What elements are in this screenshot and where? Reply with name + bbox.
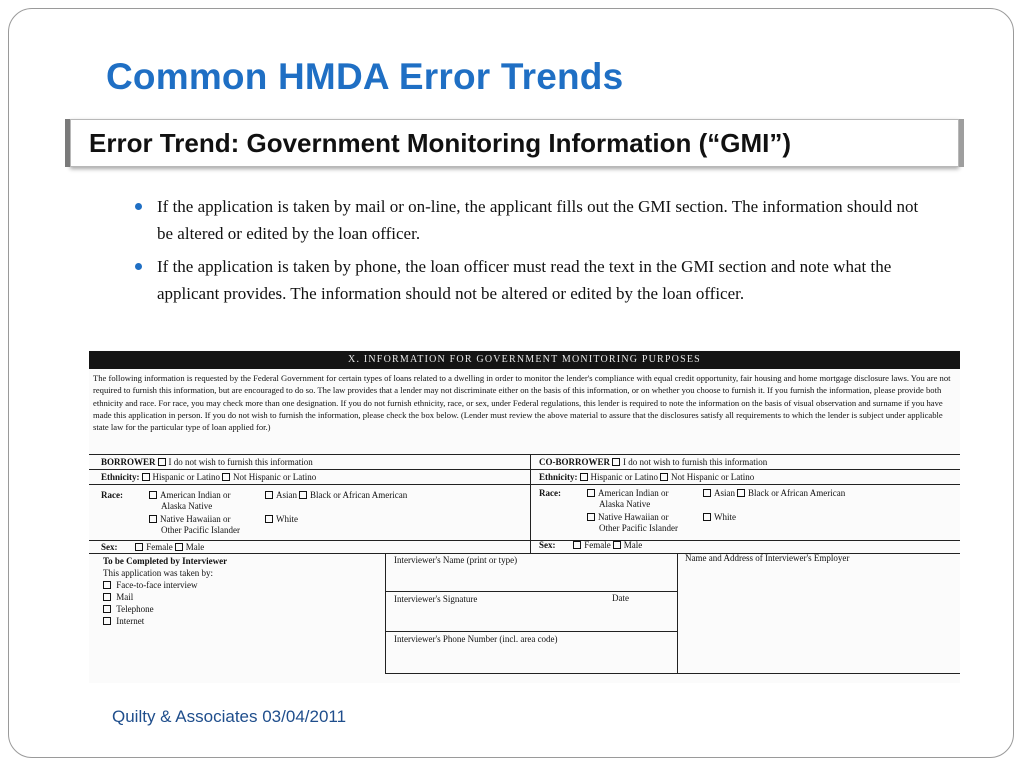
form-rule (385, 553, 386, 673)
interviewer-name-label: Interviewer's Name (print or type) (394, 555, 518, 565)
checkbox-icon (142, 473, 150, 481)
bullet-text: If the application is taken by phone, the loan officer must read the text in the GMI section and note what the applicant provides. The information should not be altered or edited by the loan officer. (157, 257, 892, 303)
footer-text: Quilty & Associates 03/04/2011 (112, 707, 347, 726)
form-intro-text: The following information is requested by the Federal Government for certain types of loans related to a dwelling in order to monitor the lender's compliance with equal credit opportunity, fair housing and home mortgage disclosure laws. You are not required to furnish this information, but are encouraged to do so. The law provides that a lender may not discriminate either on the basis of this information, or on whether you choose to furnish it. If you furnish the information, please provide both ethnicity and race. For race, you may check more than one designation. If you do not furnish ethnicity, race, or sex, under Federal regulations, this lender is required to note the information on the basis of visual observation and surname if you have made this application in person. If you do not wish to furnish the information, please check the box below. (Lender must review the above material to assure that the disclosures satisfy all requirements to which the lender is subject under applicable state law for the particular type of loan applied for.) (93, 373, 951, 433)
borrower-row (101, 457, 313, 469)
checkbox-icon (703, 513, 711, 521)
borrower-sex (101, 542, 204, 554)
race-option (147, 514, 230, 526)
ethnicity-label: Ethnicity: (101, 472, 140, 482)
form-header: X. INFORMATION FOR GOVERNMENT MONITORING PURPOSES (89, 351, 960, 369)
interviewer-section-title (103, 556, 227, 568)
race-option-text: Asian (714, 488, 735, 498)
race-option-text: Native Hawaiian or (598, 512, 669, 522)
taken-by-option (101, 580, 197, 592)
checkbox-icon (149, 491, 157, 499)
ethnicity-label: Ethnicity: (539, 472, 578, 482)
race-option (263, 490, 407, 502)
bullet-dot-icon (135, 263, 142, 270)
ethnicity-option: Not Hispanic or Latino (233, 472, 317, 482)
form-rule (89, 540, 960, 541)
interviewer-phone-label: Interviewer's Phone Number (incl. area code) (394, 634, 558, 644)
race-label-text: Race: (539, 488, 561, 498)
race-option (585, 512, 668, 524)
checkbox-icon (135, 543, 143, 551)
race-option-text: White (714, 512, 736, 522)
sex-option: Female (584, 540, 611, 550)
race-option (701, 512, 736, 524)
race-option-text: Asian (276, 490, 297, 500)
borrower-ethnicity (101, 472, 316, 484)
checkbox-icon (103, 617, 111, 625)
checkbox-icon (737, 489, 745, 497)
race-option-text: Black or African American (310, 490, 408, 500)
coborrower-decline: I do not wish to furnish this information (623, 457, 768, 467)
checkbox-icon (703, 489, 711, 497)
form-rule (89, 454, 960, 455)
taken-by-option-text: Internet (116, 616, 145, 626)
race-label (101, 490, 123, 502)
sex-label: Sex: (101, 542, 118, 552)
checkbox-icon (613, 541, 621, 549)
taken-by-option (101, 616, 144, 628)
bullet-list (133, 193, 933, 313)
form-rule (385, 673, 960, 674)
slide-title: Common HMDA Error Trends (106, 56, 624, 97)
sex-option: Male (623, 540, 643, 550)
checkbox-icon (299, 491, 307, 499)
race-option (263, 514, 298, 526)
sex-option: Female (146, 542, 173, 552)
form-rule (677, 553, 678, 673)
race-label-text: Race: (101, 490, 123, 500)
form-top-strip (89, 347, 960, 350)
interviewer-signature-label: Interviewer's Signature (394, 594, 478, 604)
taken-by-option-text: Mail (116, 592, 134, 602)
gmi-form-image (89, 347, 960, 683)
race-option-text: American Indian or (598, 488, 669, 498)
bullet-text: If the application is taken by mail or on-line, the applicant fills out the GMI section. The information should not be altered or edited by the loan officer. (157, 197, 919, 243)
checkbox-icon (573, 541, 581, 549)
race-option (585, 488, 668, 500)
interviewer-title-text: To be Completed by Interviewer (103, 556, 228, 566)
form-rule (385, 631, 677, 632)
subtitle-banner (70, 119, 959, 167)
race-option-text: White (276, 514, 298, 524)
checkbox-icon (587, 489, 595, 497)
checkbox-icon (660, 473, 668, 481)
taken-by-option-text: Telephone (116, 604, 154, 614)
bullet-item (133, 253, 933, 307)
race-option (701, 488, 845, 500)
race-option-cont: Other Pacific Islander (599, 523, 678, 533)
ethnicity-option: Hispanic or Latino (590, 472, 658, 482)
checkbox-icon (103, 593, 111, 601)
race-label (539, 488, 561, 500)
race-option-cont: Alaska Native (161, 501, 213, 511)
race-option (147, 490, 230, 502)
borrower-decline: I do not wish to furnish this information (168, 457, 313, 467)
checkbox-icon (612, 458, 620, 466)
checkbox-icon (587, 513, 595, 521)
ethnicity-option: Not Hispanic or Latino (671, 472, 755, 482)
coborrower-ethnicity (539, 472, 754, 484)
form-rule (530, 454, 531, 553)
form-rule (385, 591, 677, 592)
checkbox-icon (103, 605, 111, 613)
bullet-item (133, 193, 933, 247)
race-option-text: American Indian or (160, 490, 231, 500)
race-option-text: Native Hawaiian or (160, 514, 231, 524)
form-rule (89, 484, 960, 485)
checkbox-icon (265, 515, 273, 523)
coborrower-row (539, 457, 767, 469)
race-option-cont: Other Pacific Islander (161, 525, 240, 535)
sex-option: Male (185, 542, 205, 552)
checkbox-icon (222, 473, 230, 481)
checkbox-icon (265, 491, 273, 499)
sex-label: Sex: (539, 540, 556, 550)
taken-by-label: This application was taken by: (103, 568, 213, 578)
taken-by-option (101, 592, 133, 604)
date-label: Date (612, 593, 629, 603)
checkbox-icon (175, 543, 183, 551)
checkbox-icon (158, 458, 166, 466)
race-option-text: Black or African American (748, 488, 846, 498)
checkbox-icon (580, 473, 588, 481)
borrower-label: BORROWER (101, 457, 156, 467)
checkbox-icon (149, 515, 157, 523)
employer-label: Name and Address of Interviewer's Employer (685, 553, 850, 563)
bullet-dot-icon (135, 203, 142, 210)
ethnicity-option: Hispanic or Latino (152, 472, 220, 482)
checkbox-icon (103, 581, 111, 589)
subtitle-text: Error Trend: Government Monitoring Information (“GMI”) (89, 128, 791, 158)
form-rule (89, 469, 960, 470)
race-option-cont: Alaska Native (599, 499, 651, 509)
coborrower-sex (539, 540, 642, 552)
taken-by-option (101, 604, 154, 616)
coborrower-label: CO-BORROWER (539, 457, 611, 467)
taken-by-option-text: Face-to-face interview (116, 580, 198, 590)
